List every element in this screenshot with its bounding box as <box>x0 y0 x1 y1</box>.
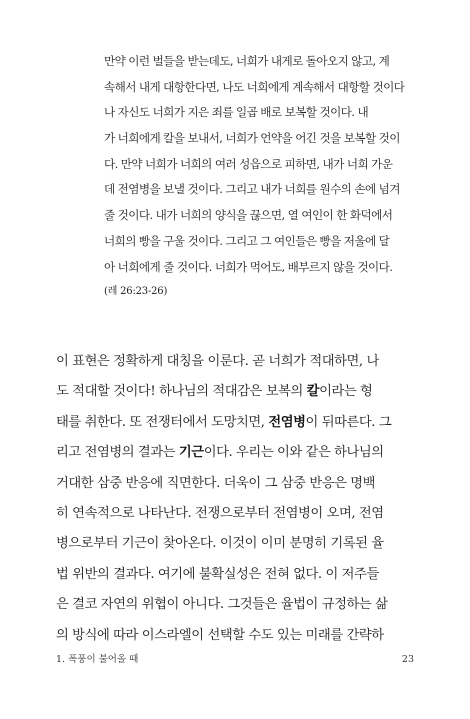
body-text: 태를 취한다. 또 전쟁터에서 도망치면, <box>56 414 269 430</box>
body-text: 이라는 형 <box>319 384 373 400</box>
emphasis-famine: 기근 <box>178 445 204 461</box>
emphasis-plague: 전염병 <box>268 414 306 430</box>
body-line <box>56 438 416 468</box>
body-text: 도 적대할 것이다! 하나님의 적대감은 보복의 <box>56 384 307 400</box>
quote-line: 너희의 빵을 구울 것이다. 그리고 그 여인들은 빵을 저울에 달 <box>104 233 390 248</box>
quote-citation: (레 26:23-26) <box>104 286 168 298</box>
emphasis-sword: 칼 <box>306 384 320 400</box>
body-line: 법 위반의 결과다. 여기에 불확실성은 전혀 없다. 이 저주들 <box>56 566 379 582</box>
body-line: 거대한 삼중 반응에 직면한다. 더욱이 그 삼중 반응은 명백 <box>56 475 376 491</box>
quote-line: 아 너희에게 줄 것이다. 너희가 먹어도, 배부르지 않을 것이다. <box>104 259 393 274</box>
body-line: 히 연속적으로 나타난다. 전쟁으로부터 전염병이 오며, 전염 <box>56 505 384 521</box>
quote-line: 속해서 내게 대항한다면, 나도 너희에게 계속해서 대항할 것이다 <box>104 79 405 94</box>
body-text: 리고 전염병의 결과는 <box>56 445 179 461</box>
quote-line: 데 전염병을 보낼 것이다. 그리고 내가 너희를 원수의 손에 넘겨 <box>104 182 400 197</box>
page-footer <box>56 652 414 668</box>
body-text: 이 뒤따른다. 그 <box>305 414 392 430</box>
body-paragraph <box>56 347 416 651</box>
quote-line: 가 너희에게 칼을 보내서, 너희가 언약을 어긴 것을 보복할 것이 <box>104 131 400 146</box>
body-line <box>56 377 416 407</box>
body-line: 병으로부터 기근이 찾아온다. 이것이 이미 분명히 기록된 율 <box>56 536 384 552</box>
quote-line: 나 자신도 너희가 지은 죄를 일곱 배로 보복할 것이다. 내 <box>104 105 369 120</box>
body-line: 은 결코 자연의 위협이 아니다. 그것들은 율법이 규정하는 삶 <box>56 597 388 613</box>
quote-line: 다. 만약 너희가 너희의 여러 성읍으로 피하면, 내가 너희 가운 <box>104 156 393 171</box>
block-quote <box>104 49 413 304</box>
page-number: 23 <box>401 654 414 665</box>
body-line <box>56 408 416 438</box>
running-chapter-title: 1. 폭풍이 불어올 때 <box>56 654 139 665</box>
body-text: 이다. 우리는 이와 같은 하나님의 <box>203 445 384 461</box>
body-line: 이 표현은 정확하게 대칭을 이룬다. 곧 너희가 적대하면, 나 <box>56 354 379 369</box>
quote-line: 줄 것이다. 내가 너희의 양식을 끊으면, 열 여인이 한 화덕에서 <box>104 208 393 223</box>
body-line: 의 방식에 따라 이스라엘이 선택할 수도 있는 미래를 간략하 <box>56 627 384 643</box>
quote-line: 만약 이런 벌들을 받는데도, 너희가 내게로 돌아오지 않고, 계 <box>104 54 390 68</box>
